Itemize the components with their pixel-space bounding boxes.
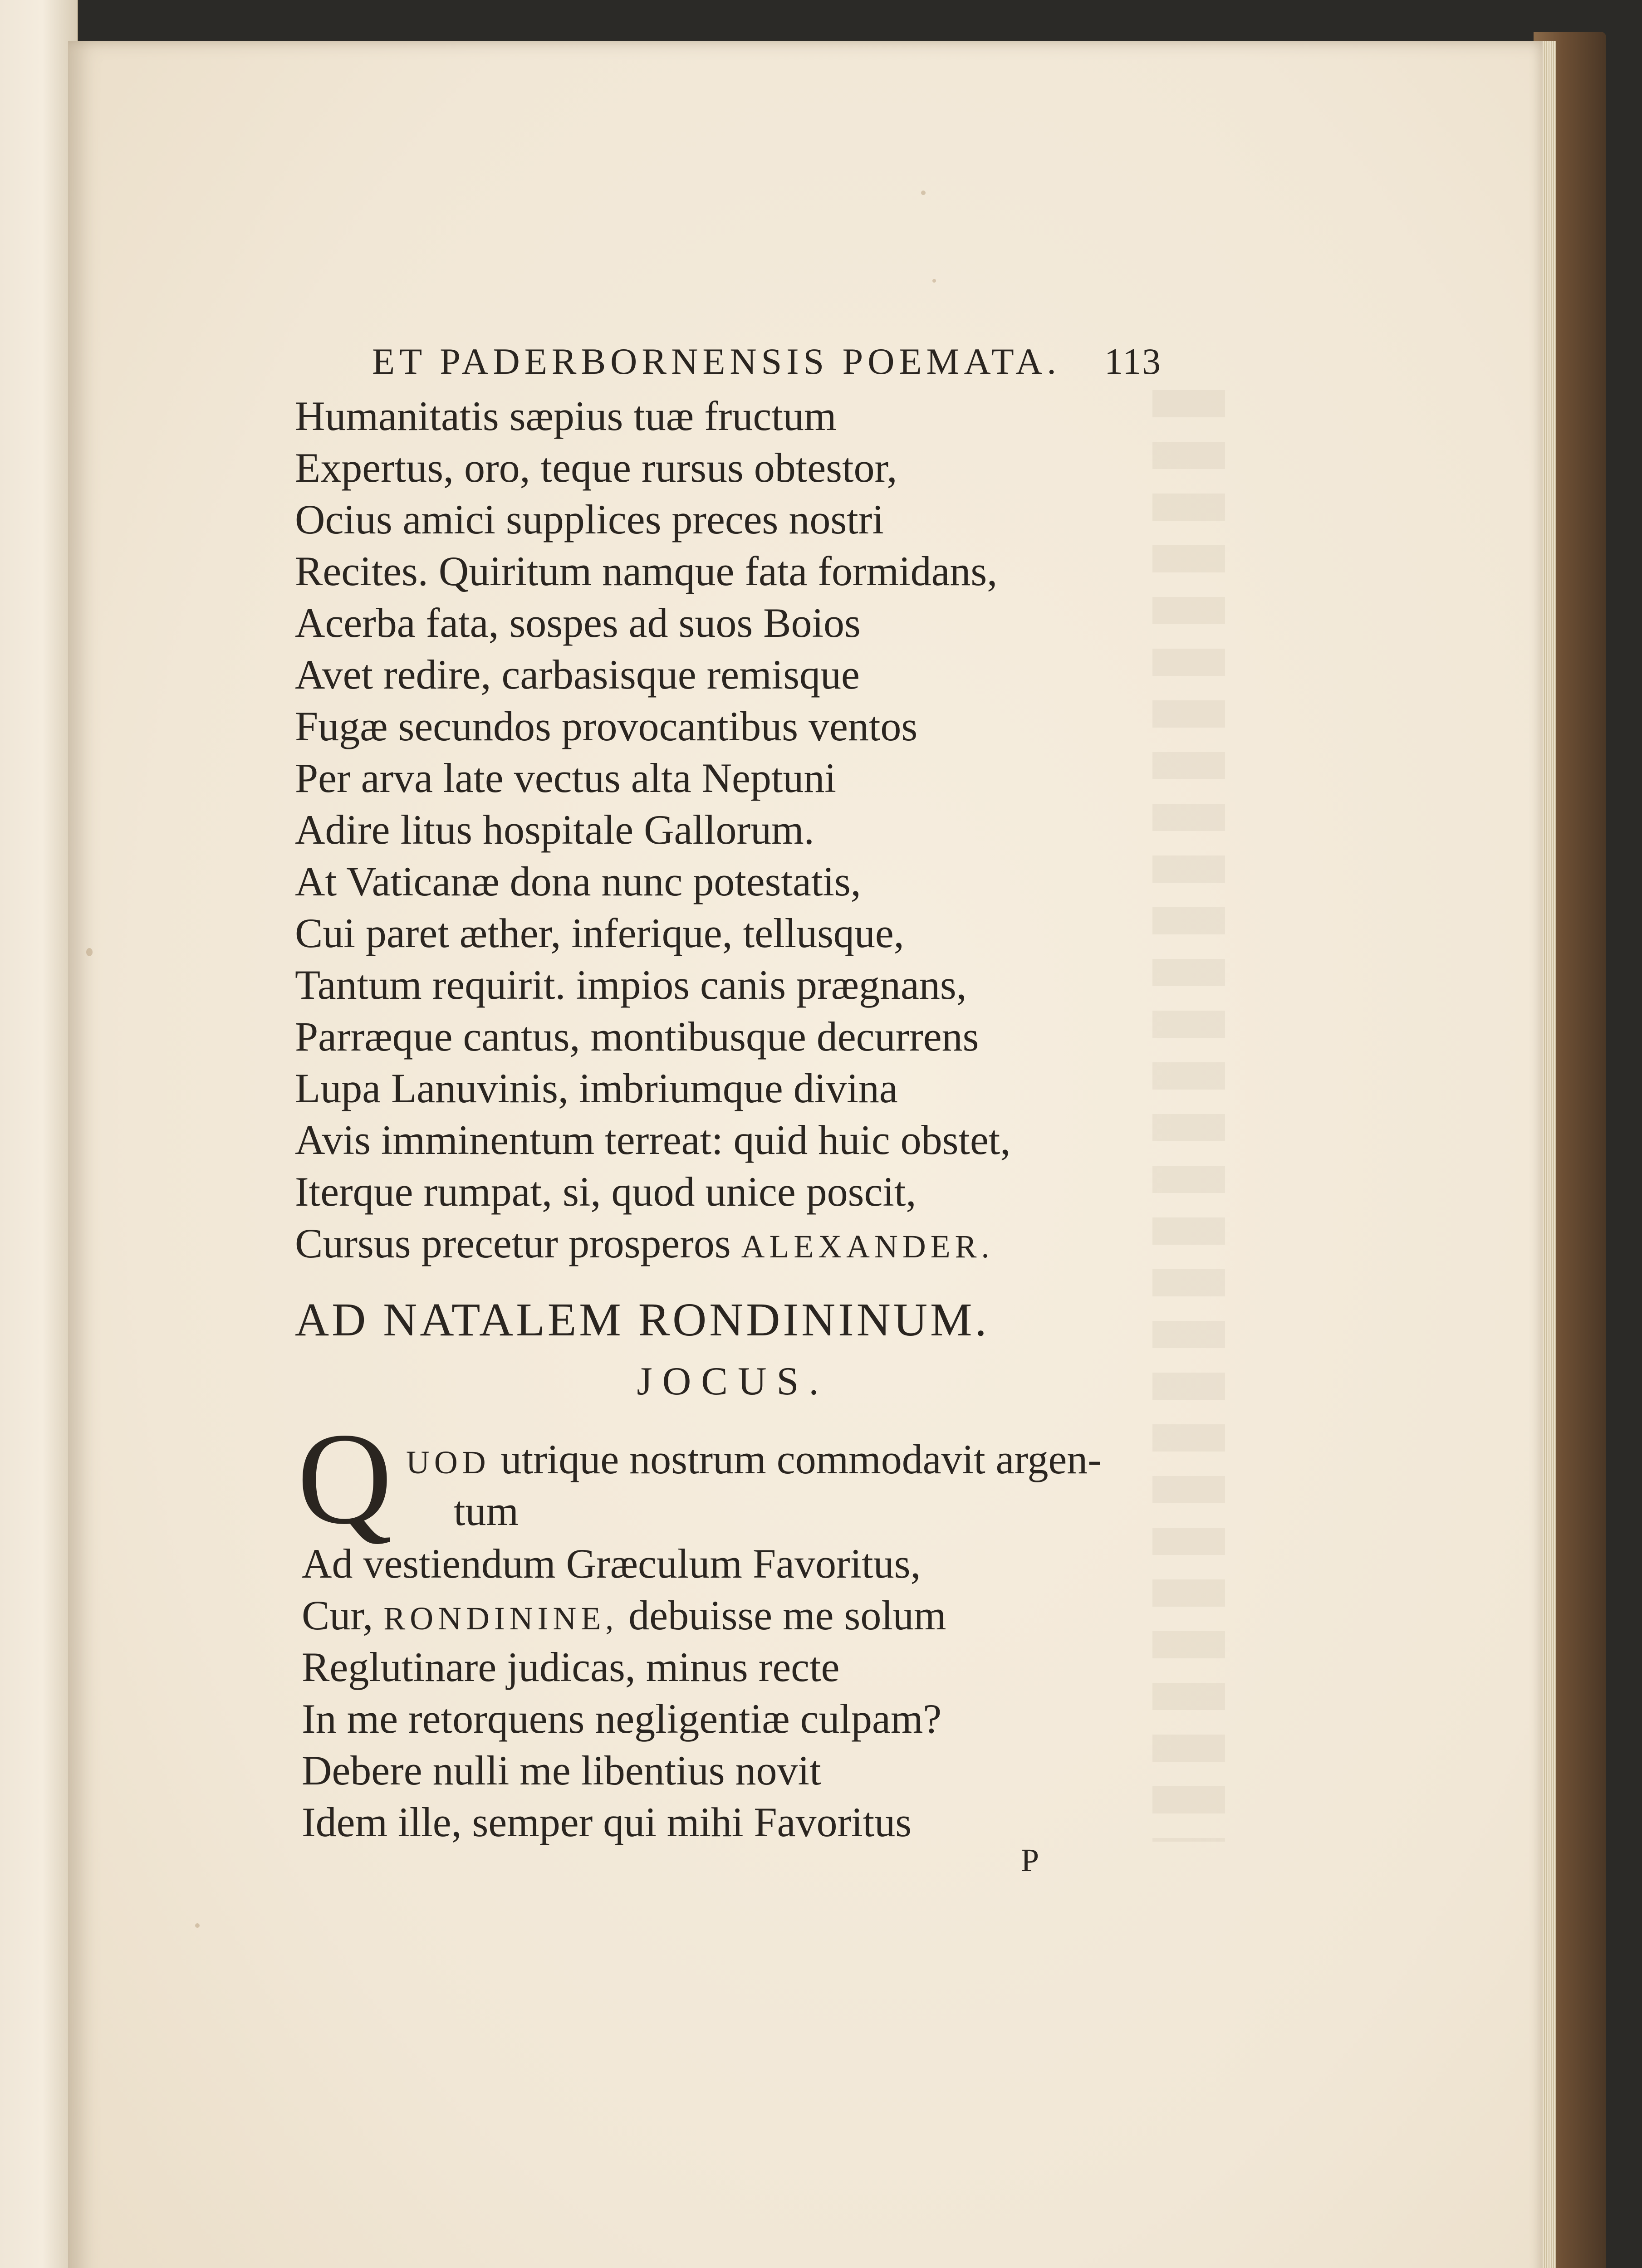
verse-line: Reglutinare judicas, minus recte (302, 1644, 840, 1690)
poem-2 (302, 1538, 946, 1848)
verse-line-last (295, 1217, 1010, 1269)
page-number: 113 (1104, 341, 1162, 382)
verse-text: Cur, (302, 1592, 373, 1638)
verse-line: Ad vestiendum Græculum Favoritus, (302, 1540, 921, 1587)
poem-1 (295, 390, 1010, 1269)
drop-cap: Q (297, 1406, 392, 1551)
running-head-title: ET PADERBORNENSIS POEMATA. (372, 341, 1061, 382)
verse-line: At Vaticanæ dona nunc potestatis, (295, 858, 861, 904)
verse-line: Lupa Lanuvinis, imbriumque divina (295, 1065, 898, 1111)
verse-line: Iterque rumpat, si, quod unice poscit, (295, 1168, 917, 1215)
first-word-smallcaps: UOD (406, 1444, 490, 1481)
verse-text: debuisse me solum (628, 1592, 946, 1638)
verse-line: Debere nulli me libentius novit (302, 1747, 821, 1794)
verse-line: Expertus, oro, teque rursus obtestor, (295, 445, 897, 491)
verse-line: Tantum requirit. impios canis prægnans, (295, 962, 967, 1008)
addressee-name: RONDININE, (383, 1600, 618, 1637)
paper-spot (86, 948, 93, 956)
verse-line: Idem ille, semper qui mihi Favoritus (302, 1799, 912, 1845)
verse-line: Per arva late vectus alta Neptuni (295, 755, 836, 801)
verse-line: Avis imminentum terreat: quid huic obstet, (295, 1117, 1011, 1163)
verse-line: Acerba fata, sospes ad suos Boios (295, 600, 861, 646)
facing-page-edge (0, 0, 78, 2268)
verse-line-first (406, 1433, 1102, 1488)
paper-spot (932, 279, 936, 283)
running-head (372, 340, 1162, 390)
verse-line-continuation: tum (454, 1488, 519, 1534)
verse-line: Humanitatis sæpius tuæ fructum (295, 393, 837, 439)
verse-line: Adire litus hospitale Gallorum. (295, 807, 814, 853)
first-line-text: utrique nostrum commodavit argen- (500, 1436, 1102, 1482)
verse-line: Fugæ secundos provocantibus ventos (295, 703, 918, 749)
author-name: ALEXANDER. (741, 1228, 994, 1265)
verse-text: Cursus precetur prosperos (295, 1220, 731, 1266)
verse-line: Parræque cantus, montibusque decurrens (295, 1013, 979, 1060)
poem-title: AD NATALEM RONDININUM. (295, 1294, 990, 1346)
verse-line: Ocius amici supplices preces nostri (295, 496, 884, 543)
verse-line: Recites. Quiritum namque fata formidans, (295, 548, 998, 594)
poem-subtitle: JOCUS. (637, 1359, 829, 1403)
paper-spot (921, 191, 926, 195)
signature-mark: P (1021, 1842, 1039, 1878)
verse-line: Cui paret æther, inferique, tellusque, (295, 910, 904, 956)
verse-line-with-name (302, 1589, 946, 1641)
verse-line: In me retorquens negligentiæ culpam? (302, 1696, 942, 1742)
verse-line: Avet redire, carbasisque remisque (295, 651, 860, 698)
paper-spot (195, 1923, 200, 1928)
